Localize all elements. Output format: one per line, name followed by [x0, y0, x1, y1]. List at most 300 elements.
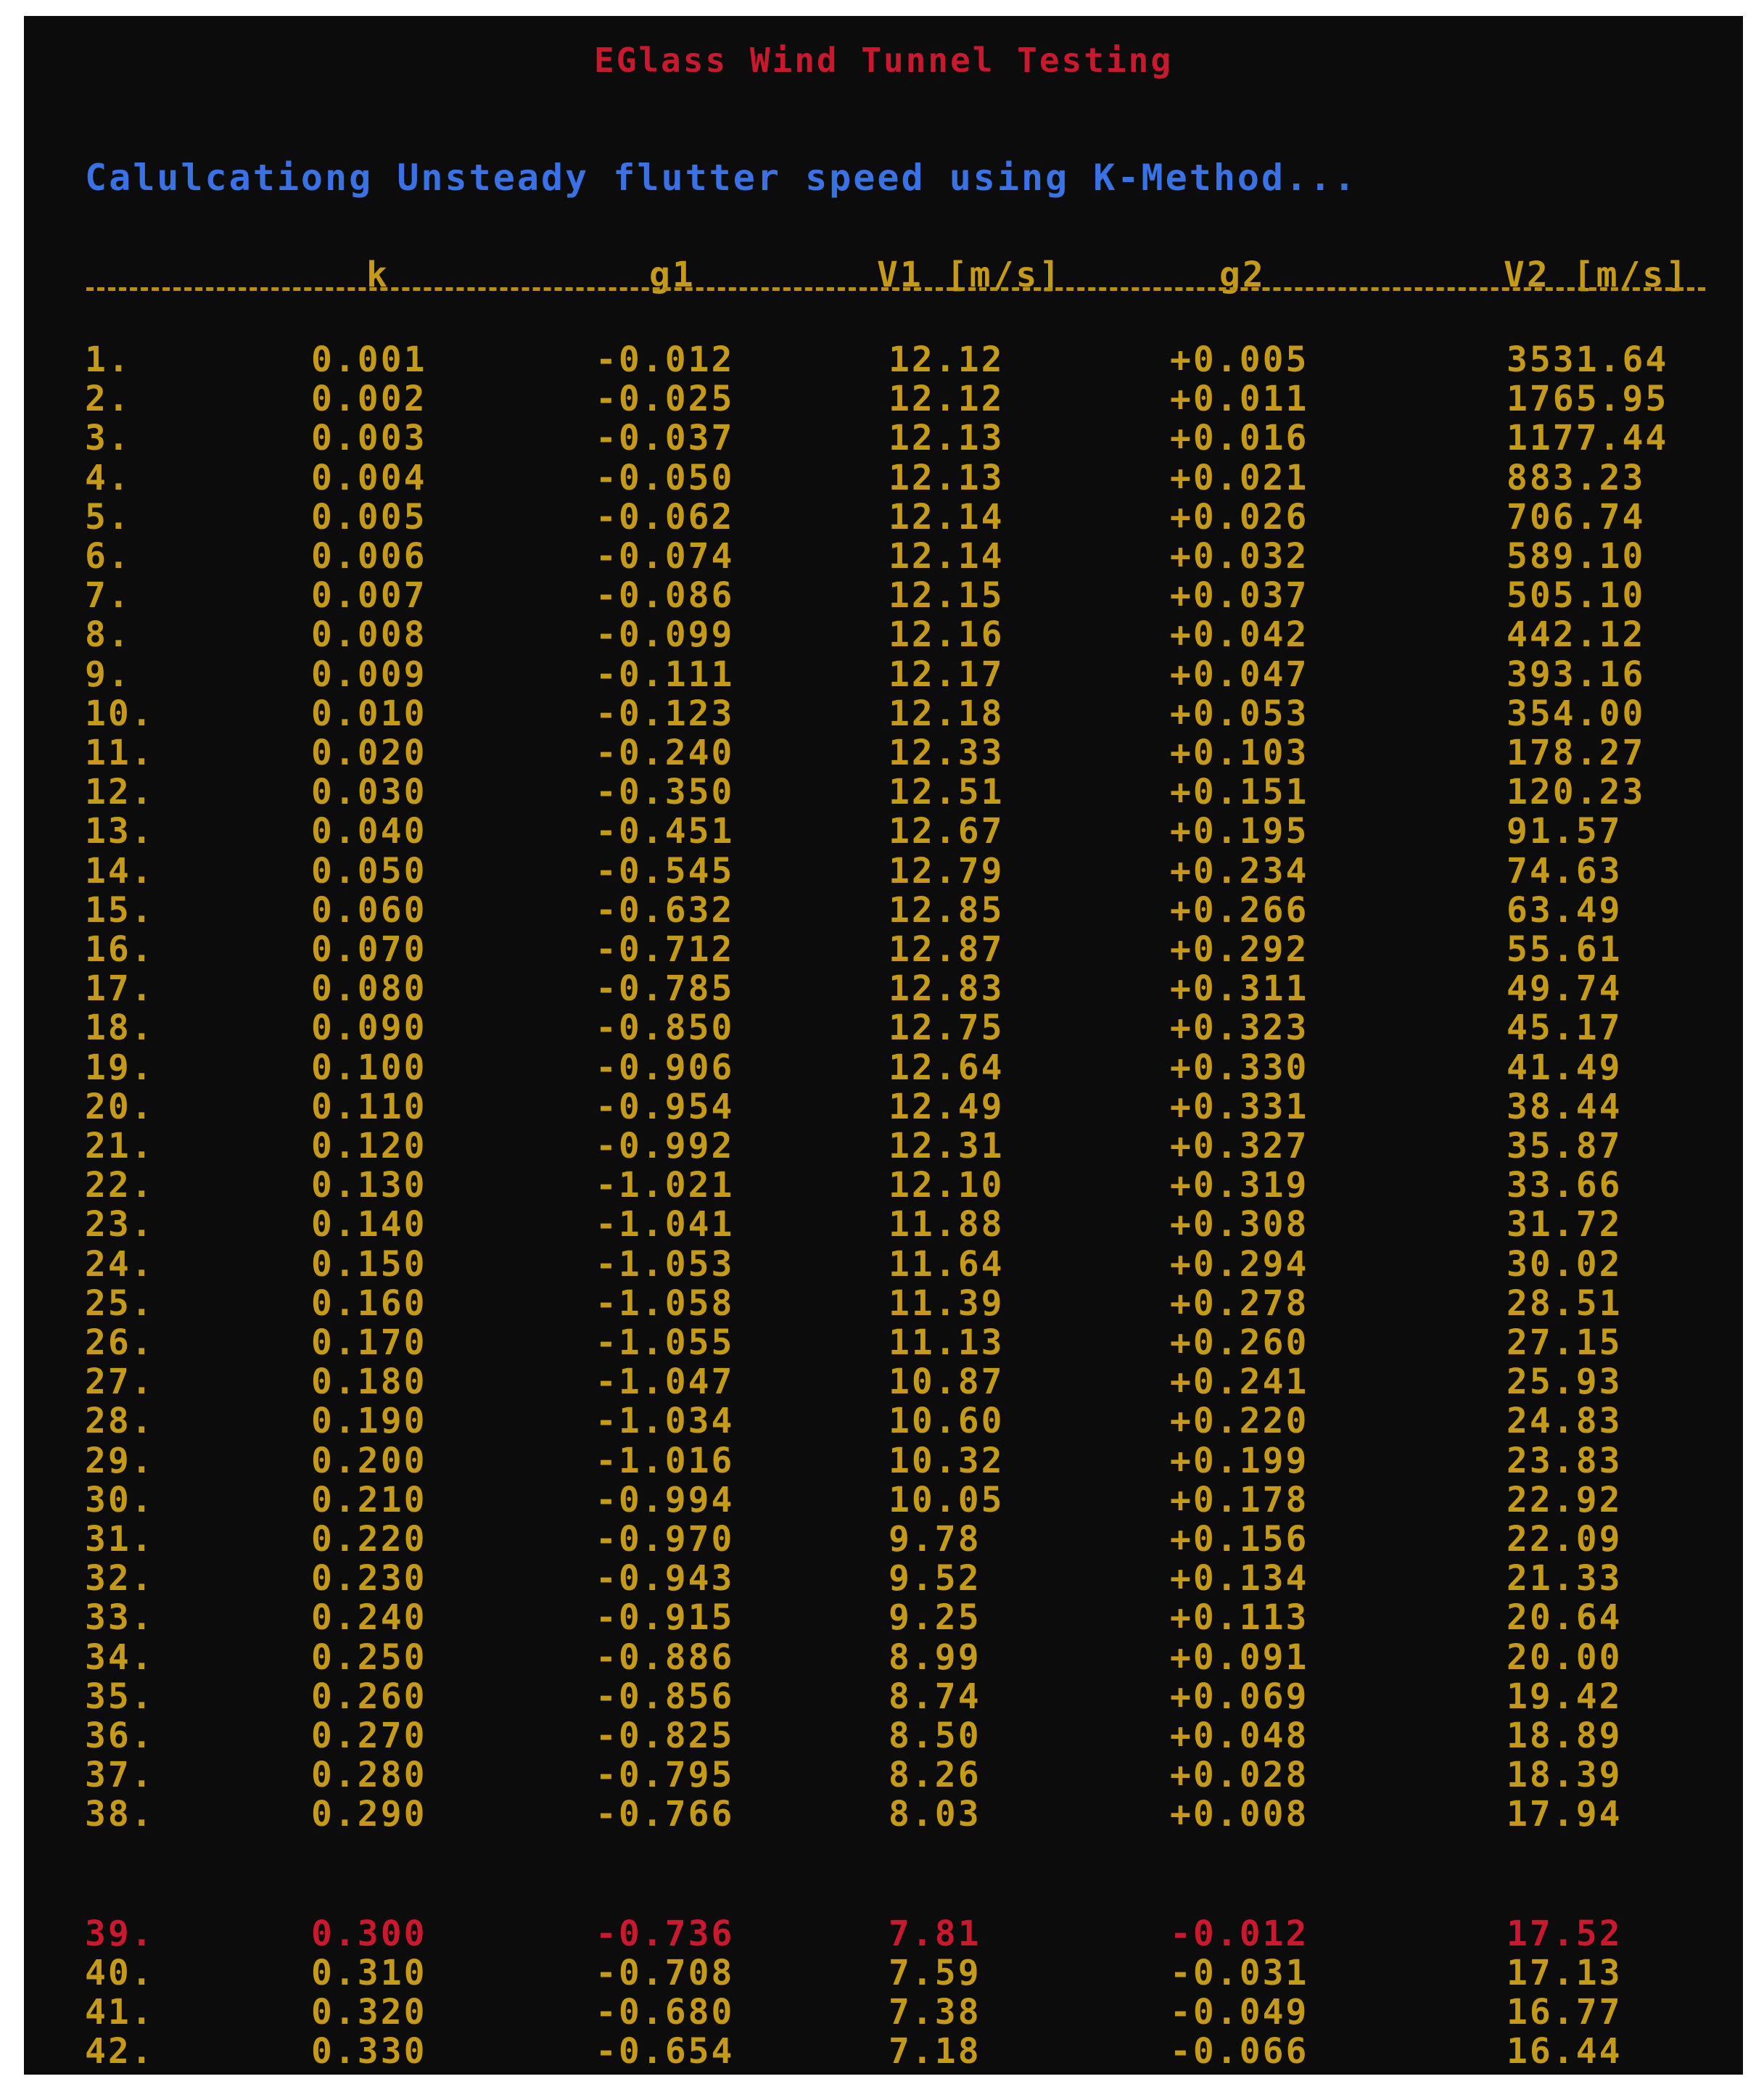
cell-v2: 25.93	[1507, 1362, 1623, 1403]
cell-v1: 12.83	[889, 968, 1005, 1010]
cell-v1: 7.59	[889, 1952, 981, 1993]
cell-k: 0.170	[311, 1322, 427, 1363]
table-row	[24, 1243, 1743, 1286]
cell-k: 0.020	[311, 733, 427, 773]
cell-g2: -0.049	[1170, 1992, 1309, 2033]
cell-v1: 12.15	[889, 575, 1005, 617]
table-row	[24, 1204, 1743, 1246]
cell-g1: -0.736	[595, 1913, 735, 1954]
cell-g2: +0.091	[1170, 1636, 1309, 1678]
cell-v2: 16.44	[1507, 2031, 1623, 2072]
cell-g2: +0.311	[1170, 968, 1309, 1010]
cell-k: 0.100	[311, 1047, 427, 1088]
cell-k: 0.290	[311, 1794, 427, 1835]
cell-k: 0.150	[311, 1243, 427, 1285]
cell-v2: 41.49	[1507, 1047, 1623, 1088]
header-divider	[86, 287, 1705, 291]
cell-g2: +0.323	[1170, 1008, 1309, 1049]
cell-g1: -1.047	[595, 1362, 735, 1403]
cell-v1: 12.13	[889, 457, 1005, 498]
cell-k: 0.002	[311, 379, 427, 420]
table-row	[24, 1519, 1743, 1561]
cell-v2: 19.42	[1507, 1676, 1623, 1717]
cell-idx: 5.	[85, 496, 131, 538]
cell-v1: 12.12	[889, 339, 1005, 380]
cell-v2: 354.00	[1507, 693, 1646, 734]
cell-v1: 12.10	[889, 1165, 1005, 1206]
cell-v1: 12.18	[889, 693, 1005, 734]
cell-v1: 10.32	[889, 1440, 1005, 1481]
table-row	[24, 772, 1743, 814]
table-row	[24, 457, 1743, 500]
cell-idx: 38.	[85, 1794, 154, 1835]
cell-g2: +0.016	[1170, 418, 1309, 459]
cell-v2: 35.87	[1507, 1126, 1623, 1166]
table-row	[24, 889, 1743, 932]
table-row	[24, 1676, 1743, 1718]
table-row	[24, 693, 1743, 736]
cell-k: 0.050	[311, 850, 427, 892]
cell-g1: -0.856	[595, 1676, 735, 1717]
cell-k: 0.310	[311, 1952, 427, 1993]
table-row	[24, 811, 1743, 853]
cell-k: 0.080	[311, 968, 427, 1010]
cell-k: 0.220	[311, 1519, 427, 1560]
cell-g2: +0.266	[1170, 889, 1309, 931]
cell-g2: +0.330	[1170, 1047, 1309, 1088]
cell-k: 0.330	[311, 2031, 427, 2072]
cell-idx: 40.	[85, 1952, 154, 1993]
cell-k: 0.190	[311, 1401, 427, 1442]
cell-g2: -0.031	[1170, 1952, 1309, 1993]
cell-v1: 11.88	[889, 1204, 1005, 1245]
cell-g2: -0.012	[1170, 1913, 1309, 1954]
cell-v1: 12.64	[889, 1047, 1005, 1088]
table-row	[24, 1322, 1743, 1364]
cell-g1: -0.062	[595, 496, 735, 538]
cell-k: 0.240	[311, 1597, 427, 1639]
column-header-v1: V1 [m/s]	[877, 255, 1063, 295]
cell-g1: -0.240	[595, 733, 735, 773]
cell-g2: +0.178	[1170, 1479, 1309, 1520]
cell-k: 0.110	[311, 1086, 427, 1127]
cell-g1: -0.111	[595, 654, 735, 695]
table-row	[24, 1558, 1743, 1600]
cell-idx: 3.	[85, 418, 131, 459]
cell-g2: +0.234	[1170, 850, 1309, 892]
terminal-title: EGlass Wind Tunnel Testing	[593, 41, 1174, 80]
cell-g2: +0.278	[1170, 1282, 1309, 1324]
cell-v1: 8.26	[889, 1755, 981, 1796]
cell-g1: -0.825	[595, 1716, 735, 1756]
cell-v1: 12.75	[889, 1008, 1005, 1049]
cell-g1: -0.050	[595, 457, 735, 498]
cell-g1: -0.915	[595, 1597, 735, 1639]
cell-idx: 4.	[85, 457, 131, 498]
cell-g2: +0.008	[1170, 1794, 1309, 1835]
cell-idx: 29.	[85, 1440, 154, 1481]
cell-v1: 7.81	[889, 1913, 981, 1954]
cell-v1: 12.87	[889, 929, 1005, 970]
table-row	[24, 2031, 1743, 2073]
cell-g2: +0.319	[1170, 1165, 1309, 1206]
cell-k: 0.280	[311, 1755, 427, 1796]
cell-idx: 12.	[85, 772, 154, 813]
cell-g1: -0.886	[595, 1636, 735, 1678]
cell-g1: -1.021	[595, 1165, 735, 1206]
cell-v2: 30.02	[1507, 1243, 1623, 1285]
cell-k: 0.230	[311, 1558, 427, 1599]
table-row	[24, 1364, 1743, 1404]
table-row	[24, 1913, 1743, 1956]
cell-g1: -1.034	[595, 1401, 735, 1442]
cell-v2: 20.64	[1507, 1597, 1623, 1639]
cell-v2: 22.92	[1507, 1479, 1623, 1520]
cell-idx: 7.	[85, 575, 131, 617]
cell-k: 0.260	[311, 1676, 427, 1717]
cell-idx: 39.	[85, 1913, 154, 1954]
cell-g1: -0.632	[595, 889, 735, 931]
cell-idx: 1.	[85, 339, 131, 380]
cell-g2: +0.327	[1170, 1126, 1309, 1166]
table-row	[24, 929, 1743, 971]
table-row	[24, 1126, 1743, 1168]
cell-g2: -0.066	[1170, 2031, 1309, 2072]
cell-v1: 8.50	[889, 1716, 981, 1756]
cell-g1: -1.053	[595, 1243, 735, 1285]
cell-g2: +0.032	[1170, 536, 1309, 577]
cell-v2: 22.09	[1507, 1519, 1623, 1560]
cell-v2: 27.15	[1507, 1322, 1623, 1363]
cell-v2: 393.16	[1507, 654, 1646, 695]
cell-k: 0.003	[311, 418, 427, 459]
cell-idx: 32.	[85, 1558, 154, 1599]
cell-g2: +0.156	[1170, 1519, 1309, 1560]
cell-idx: 16.	[85, 929, 154, 970]
cell-k: 0.030	[311, 772, 427, 813]
table-row	[24, 850, 1743, 893]
cell-v2: 589.10	[1507, 536, 1646, 577]
table-row	[24, 339, 1743, 382]
cell-g1: -0.099	[595, 614, 735, 656]
cell-g1: -0.545	[595, 850, 735, 892]
cell-v1: 10.87	[889, 1362, 1005, 1403]
cell-v1: 12.49	[889, 1086, 1005, 1127]
cell-idx: 22.	[85, 1165, 154, 1206]
cell-idx: 41.	[85, 1992, 154, 2033]
cell-idx: 31.	[85, 1519, 154, 1560]
status-message: Calulcationg Unsteady flutter speed using K-Method...	[85, 157, 1358, 199]
cell-g1: -0.037	[595, 418, 735, 459]
table-row	[24, 379, 1743, 421]
cell-v1: 10.60	[889, 1401, 1005, 1442]
cell-v1: 12.85	[889, 889, 1005, 931]
cell-g2: +0.028	[1170, 1755, 1309, 1796]
cell-v1: 7.18	[889, 2031, 981, 2072]
column-header-g2: g2	[1219, 255, 1266, 295]
cell-v1: 12.79	[889, 850, 1005, 892]
cell-v2: 38.44	[1507, 1086, 1623, 1127]
cell-v2: 17.13	[1507, 1952, 1623, 1993]
table-row	[24, 1282, 1743, 1325]
cell-k: 0.130	[311, 1165, 427, 1206]
table-row	[24, 1755, 1743, 1797]
cell-g1: -1.055	[595, 1322, 735, 1363]
cell-idx: 10.	[85, 693, 154, 734]
cell-v2: 49.74	[1507, 968, 1623, 1010]
cell-v1: 9.25	[889, 1597, 981, 1639]
cell-g2: +0.042	[1170, 614, 1309, 656]
cell-v2: 442.12	[1507, 614, 1646, 656]
cell-k: 0.040	[311, 811, 427, 852]
cell-k: 0.006	[311, 536, 427, 577]
cell-v2: 706.74	[1507, 496, 1646, 538]
cell-g1: -0.766	[595, 1794, 735, 1835]
cell-g1: -0.350	[595, 772, 735, 813]
cell-v1: 12.17	[889, 654, 1005, 695]
cell-v1: 11.64	[889, 1243, 1005, 1285]
cell-v1: 8.74	[889, 1676, 981, 1717]
cell-g2: +0.011	[1170, 379, 1309, 420]
cell-k: 0.300	[311, 1913, 427, 1954]
cell-g1: -1.016	[595, 1440, 735, 1481]
cell-v2: 24.83	[1507, 1401, 1623, 1442]
cell-g2: +0.048	[1170, 1716, 1309, 1756]
cell-k: 0.009	[311, 654, 427, 695]
cell-g1: -0.025	[595, 379, 735, 420]
column-header-g1: g1	[649, 255, 696, 295]
table-row	[24, 1479, 1743, 1522]
table-row	[24, 1401, 1743, 1443]
cell-k: 0.200	[311, 1440, 427, 1481]
cell-v2: 55.61	[1507, 929, 1623, 970]
cell-idx: 35.	[85, 1676, 154, 1717]
cell-g2: +0.199	[1170, 1440, 1309, 1481]
table-row	[24, 496, 1743, 539]
cell-g2: +0.308	[1170, 1204, 1309, 1245]
table-row	[24, 1636, 1743, 1679]
cell-g1: -0.086	[595, 575, 735, 617]
cell-v1: 8.99	[889, 1636, 981, 1678]
cell-g2: +0.292	[1170, 929, 1309, 970]
table-row	[24, 536, 1743, 578]
cell-k: 0.210	[311, 1479, 427, 1520]
cell-v1: 12.31	[889, 1126, 1005, 1166]
cell-g1: -0.943	[595, 1558, 735, 1599]
cell-idx: 21.	[85, 1126, 154, 1166]
cell-k: 0.270	[311, 1716, 427, 1756]
cell-v1: 11.39	[889, 1282, 1005, 1324]
cell-v1: 12.51	[889, 772, 1005, 813]
cell-k: 0.250	[311, 1636, 427, 1678]
cell-g1: -1.041	[595, 1204, 735, 1245]
cell-k: 0.007	[311, 575, 427, 617]
terminal-window	[24, 16, 1743, 2075]
cell-k: 0.010	[311, 693, 427, 734]
cell-k: 0.005	[311, 496, 427, 538]
cell-g2: +0.037	[1170, 575, 1309, 617]
cell-v2: 20.00	[1507, 1636, 1623, 1678]
table-row	[24, 575, 1743, 617]
cell-g2: +0.026	[1170, 496, 1309, 538]
cell-g2: +0.260	[1170, 1322, 1309, 1363]
table-row	[24, 1440, 1743, 1483]
cell-g2: +0.151	[1170, 772, 1309, 813]
cell-g1: -0.795	[595, 1755, 735, 1796]
cell-g2: +0.331	[1170, 1086, 1309, 1127]
cell-idx: 23.	[85, 1204, 154, 1245]
cell-g2: +0.241	[1170, 1362, 1309, 1403]
cell-idx: 28.	[85, 1401, 154, 1442]
table-row	[24, 733, 1743, 775]
cell-k: 0.008	[311, 614, 427, 656]
cell-g1: -0.123	[595, 693, 735, 734]
cell-v2: 21.33	[1507, 1558, 1623, 1599]
cell-v1: 9.78	[889, 1519, 981, 1560]
cell-g2: +0.134	[1170, 1558, 1309, 1599]
cell-g1: -0.654	[595, 2031, 735, 2072]
cell-idx: 34.	[85, 1636, 154, 1678]
cell-idx: 37.	[85, 1755, 154, 1796]
cell-idx: 17.	[85, 968, 154, 1010]
cell-g1: -0.954	[595, 1086, 735, 1127]
cell-g1: -0.074	[595, 536, 735, 577]
table-row	[24, 1047, 1743, 1090]
cell-v1: 9.52	[889, 1558, 981, 1599]
cell-g1: -0.451	[595, 811, 735, 852]
cell-k: 0.120	[311, 1126, 427, 1166]
cell-g1: -1.058	[595, 1282, 735, 1324]
cell-v2: 63.49	[1507, 889, 1623, 931]
cell-v2: 31.72	[1507, 1204, 1623, 1245]
cell-k: 0.004	[311, 457, 427, 498]
cell-idx: 18.	[85, 1008, 154, 1049]
cell-v2: 23.83	[1507, 1440, 1623, 1481]
cell-idx: 15.	[85, 889, 154, 931]
cell-idx: 8.	[85, 614, 131, 656]
cell-v1: 12.33	[889, 733, 1005, 773]
cell-v2: 120.23	[1507, 772, 1646, 813]
cell-v1: 7.38	[889, 1992, 981, 2033]
cell-g2: +0.069	[1170, 1676, 1309, 1717]
cell-v1: 8.03	[889, 1794, 981, 1835]
cell-idx: 6.	[85, 536, 131, 577]
table-row	[24, 1165, 1743, 1207]
cell-g2: +0.005	[1170, 339, 1309, 380]
cell-g1: -0.906	[595, 1047, 735, 1088]
cell-k: 0.060	[311, 889, 427, 931]
cell-v1: 12.67	[889, 811, 1005, 852]
cell-v2: 45.17	[1507, 1008, 1623, 1049]
cell-k: 0.090	[311, 1008, 427, 1049]
table-row	[24, 1086, 1743, 1129]
cell-v1: 12.14	[889, 536, 1005, 577]
cell-v2: 28.51	[1507, 1282, 1623, 1324]
cell-v2: 18.39	[1507, 1755, 1623, 1796]
cell-k: 0.070	[311, 929, 427, 970]
cell-idx: 13.	[85, 811, 154, 852]
cell-k: 0.320	[311, 1992, 427, 2033]
cell-v2: 3531.64	[1507, 339, 1669, 380]
cell-g1: -0.994	[595, 1479, 735, 1520]
cell-g2: +0.053	[1170, 693, 1309, 734]
cell-idx: 25.	[85, 1282, 154, 1324]
cell-k: 0.140	[311, 1204, 427, 1245]
cell-g2: +0.021	[1170, 457, 1309, 498]
cell-g2: +0.047	[1170, 654, 1309, 695]
cell-v2: 1765.95	[1507, 379, 1669, 420]
table-row	[24, 654, 1743, 696]
column-header-k: k	[366, 255, 390, 295]
cell-v2: 883.23	[1507, 457, 1646, 498]
cell-v2: 16.77	[1507, 1992, 1623, 2033]
cell-idx: 30.	[85, 1479, 154, 1520]
cell-g1: -0.708	[595, 1952, 735, 1993]
cell-g2: +0.294	[1170, 1243, 1309, 1285]
cell-v2: 91.57	[1507, 811, 1623, 852]
cell-idx: 20.	[85, 1086, 154, 1127]
cell-g1: -0.712	[595, 929, 735, 970]
cell-g2: +0.195	[1170, 811, 1309, 852]
table-row	[24, 1794, 1743, 1836]
cell-v1: 11.13	[889, 1322, 1005, 1363]
cell-v2: 74.63	[1507, 850, 1623, 892]
cell-g2: +0.113	[1170, 1597, 1309, 1639]
cell-v1: 12.13	[889, 418, 1005, 459]
cell-g1: -0.970	[595, 1519, 735, 1560]
cell-idx: 33.	[85, 1597, 154, 1639]
cell-idx: 19.	[85, 1047, 154, 1088]
cell-k: 0.001	[311, 339, 427, 380]
cell-v2: 33.66	[1507, 1165, 1623, 1206]
column-header-v2: V2 [m/s]	[1504, 255, 1689, 295]
cell-idx: 11.	[85, 733, 154, 773]
cell-idx: 24.	[85, 1243, 154, 1285]
cell-v2: 505.10	[1507, 575, 1646, 617]
cell-v1: 12.14	[889, 496, 1005, 538]
cell-v2: 178.27	[1507, 733, 1646, 773]
cell-g1: -0.680	[595, 1992, 735, 2033]
cell-k: 0.160	[311, 1282, 427, 1324]
table-row	[24, 1597, 1743, 1639]
cell-k: 0.180	[311, 1362, 427, 1403]
cell-idx: 27.	[85, 1362, 154, 1403]
table-row	[24, 1010, 1743, 1050]
cell-idx: 42.	[85, 2031, 154, 2072]
cell-idx: 2.	[85, 379, 131, 420]
table-row	[24, 614, 1743, 656]
table-row	[24, 1718, 1743, 1758]
cell-v2: 18.89	[1507, 1716, 1623, 1756]
cell-g1: -0.992	[595, 1126, 735, 1166]
cell-v2: 17.52	[1507, 1913, 1623, 1954]
cell-g1: -0.850	[595, 1008, 735, 1049]
cell-g2: +0.220	[1170, 1401, 1309, 1442]
cell-idx: 36.	[85, 1716, 154, 1756]
cell-idx: 14.	[85, 850, 154, 892]
cell-v1: 12.12	[889, 379, 1005, 420]
table-row	[24, 418, 1743, 460]
cell-v1: 10.05	[889, 1479, 1005, 1520]
cell-v1: 12.16	[889, 614, 1005, 656]
cell-idx: 26.	[85, 1322, 154, 1363]
cell-g1: -0.012	[595, 339, 735, 380]
cell-idx: 9.	[85, 654, 131, 695]
table-row	[24, 968, 1743, 1010]
table-row	[24, 1992, 1743, 2034]
table-row	[24, 1952, 1743, 1995]
cell-g2: +0.103	[1170, 733, 1309, 773]
